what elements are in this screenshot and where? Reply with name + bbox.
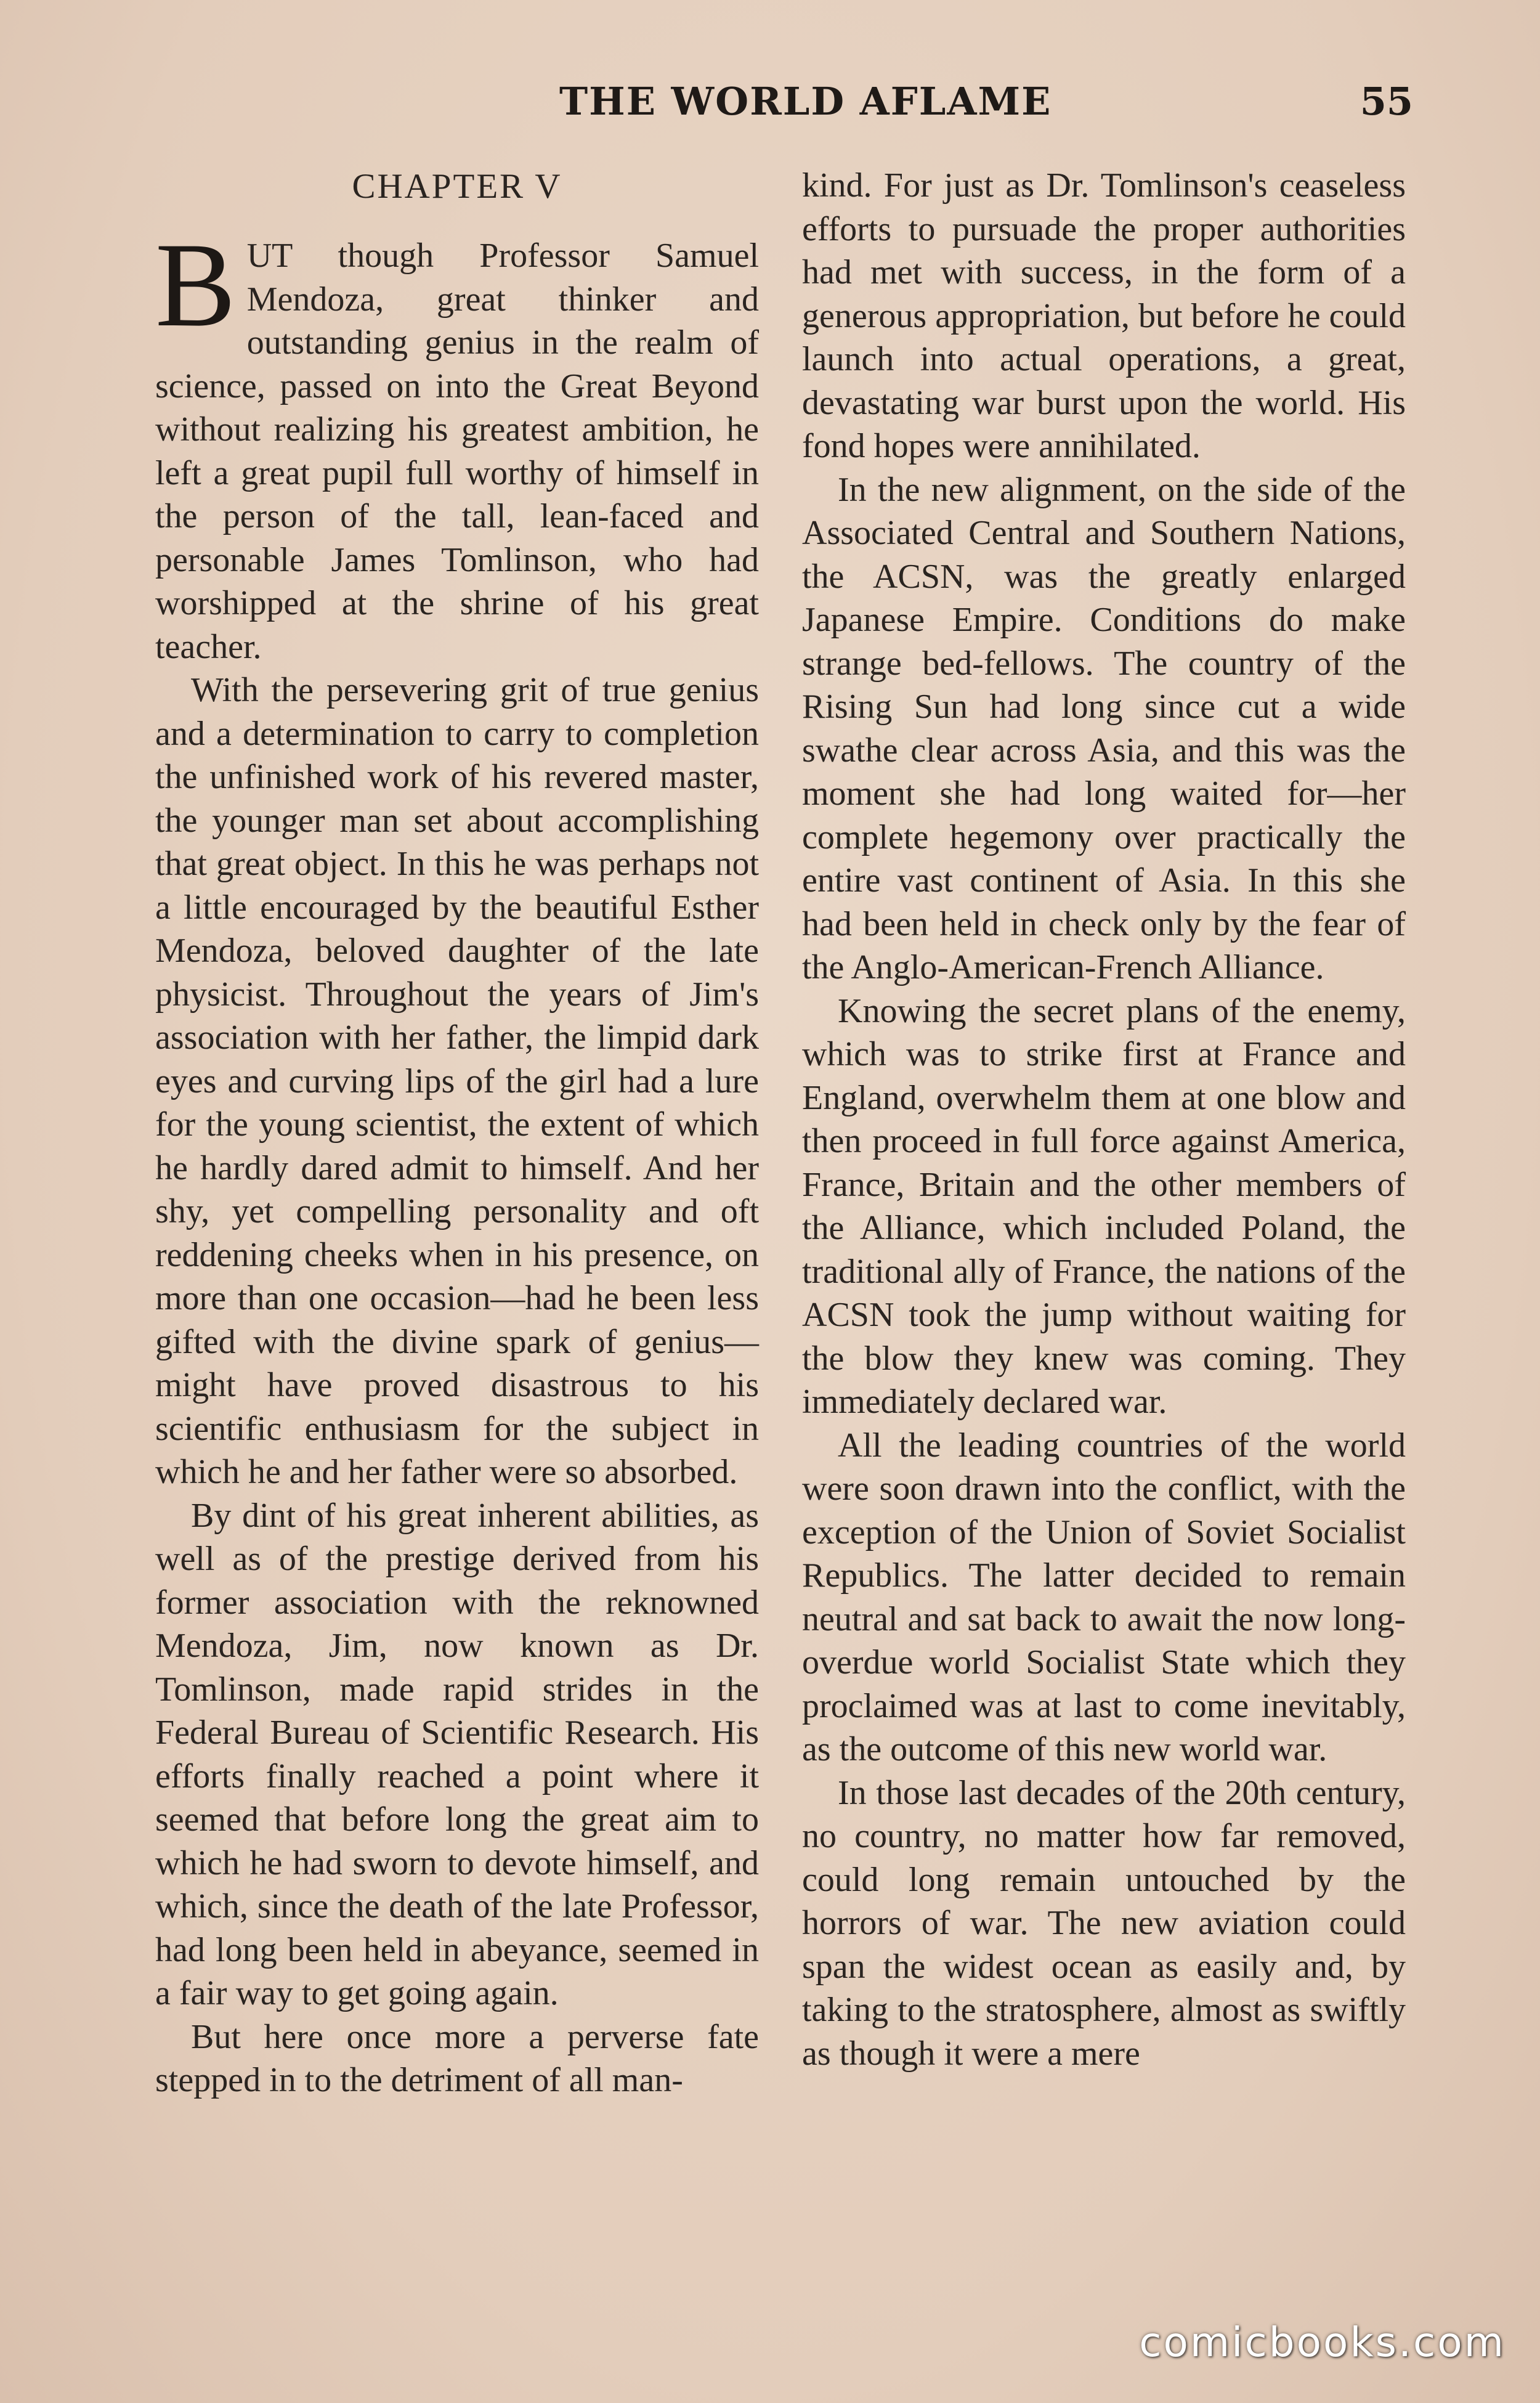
paragraph: In the new alignment, on the side of the Associated Central and Southern Nations, the ACSN, was the greatly enlarged Japanese Empire. Conditions do make strange bed-fellows. The country of the Rising Sun had long since cut a wide swathe clear across Asia, and this was the moment she had long waited for—her complete hegemony over practically the entire vast continent of Asia. In this she had been held in check only by the fear of the Anglo-American-French Alliance. xyxy=(802,470,1406,986)
drop-cap: B xyxy=(155,218,236,352)
paragraph: Knowing the secret plans of the enemy, which was to strike first at France and England, overwhelm them at one blow and then proceed in full force against America, France, Britain and the other members of the Alliance, which included Poland, the traditional ally of France, the nations of the ACSN took the jump without waiting for the blow they knew was coming. They immediately declared war. xyxy=(802,991,1406,1421)
paragraph: But here once more a perverse fate stepped in to the detriment of all man- xyxy=(155,2017,759,2099)
paragraph: In those last decades of the 20th century, no country, no matter how far removed, could long remain untouched by the horrors of war. The new aviation could span the widest ocean as easily and, by taking to the stratosphere, almost as swiftly as though it were a mere xyxy=(802,1773,1406,2073)
paragraph: kind. For just as Dr. Tomlinson's ceaseless efforts to pursuade the proper authorities had met with success, in the form of a generous appropriation, but before he could launch into actual operations, a great, devastating war burst upon the world. His fond hopes were annihilated. xyxy=(802,166,1406,465)
left-column xyxy=(155,0,759,2102)
paragraph: All the leading countries of the world were soon drawn into the conflict, with the exception of the Union of Soviet Socialist Republics. The latter decided to remain neutral and sat back to await the now long-overdue world Socialist State which they proclaimed was at last to come inevitably, as the outcome of this new world war. xyxy=(802,1426,1406,1768)
page-number: 55 xyxy=(1360,79,1413,124)
running-head: THE WORLD AFLAME xyxy=(559,79,1052,124)
paragraph: With the persevering grit of true genius and a determination to carry to completion the unfinished work of his revered master, the younger man set about accomplishing that great object. In this he was perhaps not a little encouraged by the beautiful Esther Mendoza, beloved daughter of the late physicist. Throughout the years of Jim's association with her father, the limpid dark eyes and curving lips of the girl had a lure for the young scientist, the extent of which he hardly dared admit to himself. And her shy, yet compelling personality and oft reddening cheeks when in his presence, on more than one occasion—had he been less gifted with the divine spark of genius—might have proved disastrous to his scientific enthusiasm for the subject in which he and her father were so absorbed. xyxy=(155,671,759,1491)
site-watermark: comicbooks.com xyxy=(1139,2319,1506,2366)
opening-paragraph xyxy=(155,218,759,669)
right-column xyxy=(802,0,1406,2075)
opening-paragraph-text: UT though Professor Samuel Mendoza, great thinker and outstanding genius in the realm of science, passed on into the Great Beyond without realizing his greatest ambition, he left a great pupil full worthy of himself in the person of the tall, lean-faced and personable James Tomlinson, who had worshipped at the shrine of his great teacher. xyxy=(155,237,759,666)
paragraph: By dint of his great inherent abilities, as well as of the prestige derived from his former association with the reknowned Mendoza, Jim, now known as Dr. Tomlinson, made rapid strides in the Federal Bureau of Scientific Research. His efforts finally reached a point where it seemed that before long the great aim to which he had sworn to devote himself, and which, since the death of the late Professor, had long been held in abeyance, seemed in a fair way to get going again. xyxy=(155,1496,759,2012)
chapter-heading: CHAPTER V xyxy=(352,167,562,206)
